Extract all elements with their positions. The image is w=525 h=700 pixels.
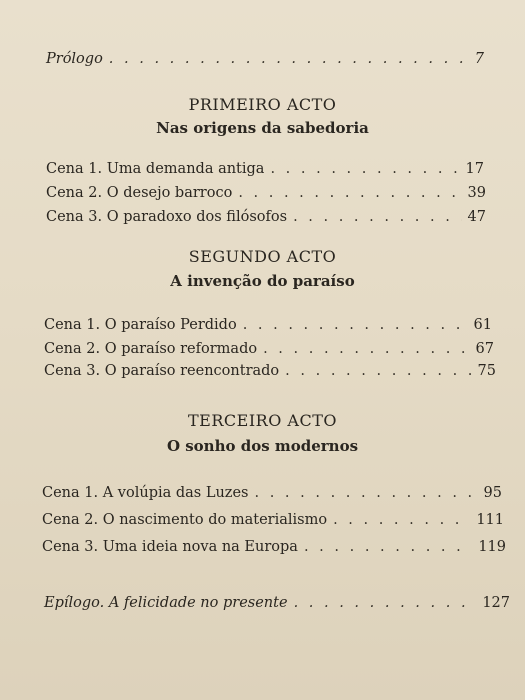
dot-leader (254, 484, 477, 502)
toc-entry-label: Cena 3. O paraíso reencontrado (44, 363, 280, 379)
act-title: PRIMEIRO ACTO (188, 95, 337, 114)
toc-entry-page: 75 (477, 363, 496, 379)
toc-entry-page: 39 (467, 185, 486, 201)
dot-leader (109, 50, 469, 68)
toc-entry-prologo (46, 50, 484, 68)
toc-entry-page: 111 (476, 512, 504, 528)
toc-entry-scene (44, 340, 494, 358)
dot-leader (285, 362, 471, 380)
toc-entry-page: 17 (465, 161, 484, 177)
dot-leader (293, 208, 461, 226)
act-subtitle: O sonho dos modernos (166, 437, 359, 455)
act-subtitle: Nas origens da sabedoria (156, 119, 369, 137)
toc-entry-scene (44, 362, 496, 380)
toc-entry-label: Cena 2. O paraíso reformado (44, 341, 258, 357)
dot-leader (270, 160, 459, 178)
toc-entry-page: 47 (467, 209, 486, 225)
toc-entry-epilogo (44, 594, 510, 612)
toc-entry-label: Epílogo. A felicidade no presente (44, 595, 288, 611)
toc-entry-scene (44, 316, 492, 334)
toc-entry-page: 7 (474, 51, 484, 67)
toc-entry-scene (42, 538, 506, 556)
toc-entry-label: Cena 3. Uma ideia nova na Europa (42, 539, 298, 555)
act-subtitle: A invenção do paraíso (170, 272, 355, 290)
toc-entry-page: 95 (483, 485, 502, 501)
toc-entry-page: 61 (473, 317, 492, 333)
toc-entry-page: 127 (482, 595, 510, 611)
toc-entry-label: Prólogo (46, 51, 103, 67)
toc-entry-label: Cena 1. O paraíso Perdido (44, 317, 237, 333)
dot-leader (238, 184, 461, 202)
toc-entry-label: Cena 3. O paradoxo dos filósofos (46, 209, 288, 225)
toc-entry-scene (42, 484, 502, 502)
dot-leader (263, 340, 469, 358)
dot-leader (243, 316, 468, 334)
dot-leader (304, 538, 472, 556)
toc-entry-label: Cena 1. A volúpia das Luzes (42, 485, 249, 501)
dot-leader (294, 594, 477, 612)
toc-entry-scene (46, 184, 486, 202)
toc-entry-page: 67 (475, 341, 494, 357)
toc-entry-scene (46, 160, 484, 178)
toc-entry-page: 119 (478, 539, 506, 555)
toc-entry-label: Cena 2. O desejo barroco (46, 185, 233, 201)
toc-entry-scene (46, 208, 486, 226)
toc-entry-label: Cena 1. Uma demanda antiga (46, 161, 265, 177)
act-title: TERCEIRO ACTO (188, 411, 337, 430)
act-title: SEGUNDO ACTO (188, 247, 337, 266)
toc-entry-scene (42, 511, 504, 529)
toc-entry-label: Cena 2. O nascimento do materialismo (42, 512, 328, 528)
dot-leader (333, 511, 470, 529)
